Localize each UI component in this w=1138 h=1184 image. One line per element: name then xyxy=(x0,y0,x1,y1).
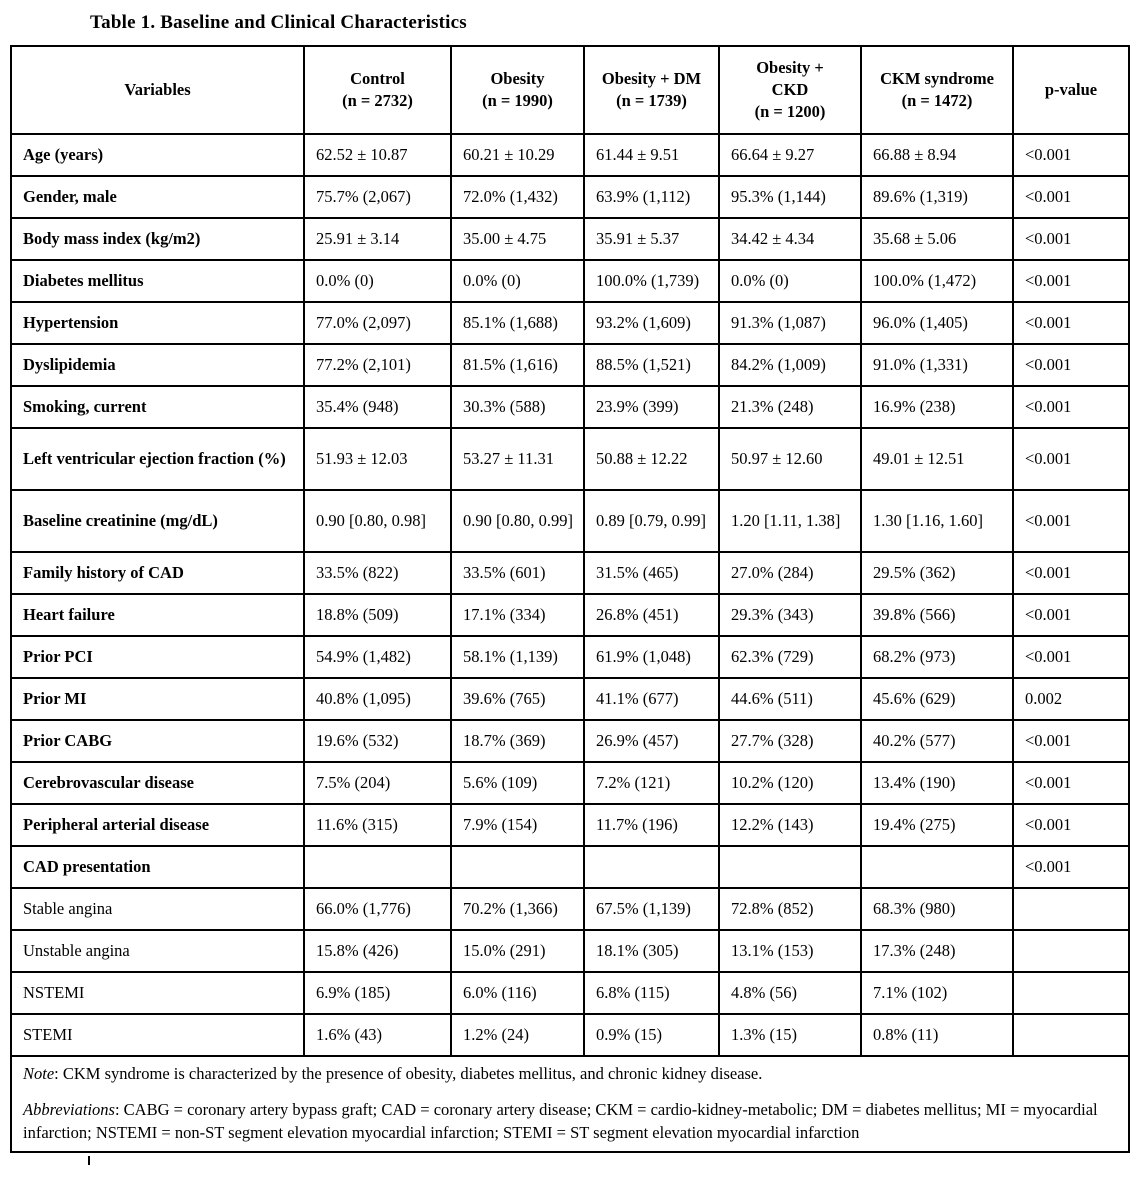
table-row xyxy=(11,930,1129,972)
value-cell: 30.3% (588) xyxy=(451,386,584,428)
table-row xyxy=(11,176,1129,218)
row-label: NSTEMI xyxy=(11,972,304,1014)
p-value-cell: 0.002 xyxy=(1013,678,1129,720)
value-cell: 77.2% (2,101) xyxy=(304,344,451,386)
text-cursor-mark xyxy=(88,1156,90,1165)
value-cell: 5.6% (109) xyxy=(451,762,584,804)
table-row xyxy=(11,1014,1129,1056)
value-cell: 96.0% (1,405) xyxy=(861,302,1013,344)
abbreviations-label: Abbreviations xyxy=(23,1100,115,1120)
value-cell: 15.0% (291) xyxy=(451,930,584,972)
value-cell: 84.2% (1,009) xyxy=(719,344,861,386)
value-cell: 39.8% (566) xyxy=(861,594,1013,636)
value-cell: 31.5% (465) xyxy=(584,552,719,594)
table-row xyxy=(11,636,1129,678)
value-cell: 1.2% (24) xyxy=(451,1014,584,1056)
value-cell: 66.64 ± 9.27 xyxy=(719,134,861,176)
value-cell: 11.6% (315) xyxy=(304,804,451,846)
value-cell: 45.6% (629) xyxy=(861,678,1013,720)
table-row xyxy=(11,678,1129,720)
row-label: Left ventricular ejection fraction (%) xyxy=(11,428,304,490)
value-cell: 6.9% (185) xyxy=(304,972,451,1014)
value-cell: 35.4% (948) xyxy=(304,386,451,428)
column-header-control xyxy=(304,46,451,134)
p-value-cell: <0.001 xyxy=(1013,636,1129,678)
footnote-cell xyxy=(11,1056,1129,1152)
table-title: Table 1. Baseline and Clinical Characteristics xyxy=(90,12,467,33)
value-cell: 44.6% (511) xyxy=(719,678,861,720)
value-cell: 75.7% (2,067) xyxy=(304,176,451,218)
value-cell: 100.0% (1,472) xyxy=(861,260,1013,302)
row-label: Family history of CAD xyxy=(11,552,304,594)
value-cell: 1.3% (15) xyxy=(719,1014,861,1056)
table-row xyxy=(11,888,1129,930)
p-value-cell xyxy=(1013,930,1129,972)
value-cell xyxy=(584,846,719,888)
p-value-cell: <0.001 xyxy=(1013,344,1129,386)
value-cell: 6.8% (115) xyxy=(584,972,719,1014)
value-cell: 91.3% (1,087) xyxy=(719,302,861,344)
value-cell: 49.01 ± 12.51 xyxy=(861,428,1013,490)
value-cell: 62.3% (729) xyxy=(719,636,861,678)
value-cell: 77.0% (2,097) xyxy=(304,302,451,344)
value-cell: 60.21 ± 10.29 xyxy=(451,134,584,176)
p-value-cell: <0.001 xyxy=(1013,260,1129,302)
value-cell: 27.7% (328) xyxy=(719,720,861,762)
column-header-variables xyxy=(11,46,304,134)
value-cell: 27.0% (284) xyxy=(719,552,861,594)
value-cell: 12.2% (143) xyxy=(719,804,861,846)
row-label: Age (years) xyxy=(11,134,304,176)
value-cell: 7.5% (204) xyxy=(304,762,451,804)
row-label: Prior CABG xyxy=(11,720,304,762)
value-cell: 68.3% (980) xyxy=(861,888,1013,930)
header-row xyxy=(11,46,1129,134)
value-cell: 54.9% (1,482) xyxy=(304,636,451,678)
value-cell: 35.68 ± 5.06 xyxy=(861,218,1013,260)
abbreviations-paragraph xyxy=(23,1098,1122,1144)
value-cell: 0.90 [0.80, 0.99] xyxy=(451,490,584,552)
value-cell: 40.2% (577) xyxy=(861,720,1013,762)
value-cell: 70.2% (1,366) xyxy=(451,888,584,930)
value-cell: 19.4% (275) xyxy=(861,804,1013,846)
value-cell: 93.2% (1,609) xyxy=(584,302,719,344)
p-value-cell: <0.001 xyxy=(1013,490,1129,552)
value-cell: 1.20 [1.11, 1.38] xyxy=(719,490,861,552)
table-row xyxy=(11,594,1129,636)
header-line: Obesity xyxy=(490,68,545,88)
value-cell: 7.2% (121) xyxy=(584,762,719,804)
value-cell: 21.3% (248) xyxy=(719,386,861,428)
p-value-cell: <0.001 xyxy=(1013,762,1129,804)
value-cell xyxy=(304,846,451,888)
header-line: (n = 1472) xyxy=(901,91,973,110)
value-cell: 33.5% (601) xyxy=(451,552,584,594)
column-header-obesity-dm xyxy=(584,46,719,134)
value-cell: 26.8% (451) xyxy=(584,594,719,636)
header-line: Variables xyxy=(124,79,191,99)
value-cell: 29.3% (343) xyxy=(719,594,861,636)
value-cell: 16.9% (238) xyxy=(861,386,1013,428)
header-line: (n = 1739) xyxy=(616,91,687,110)
value-cell: 50.88 ± 12.22 xyxy=(584,428,719,490)
value-cell: 29.5% (362) xyxy=(861,552,1013,594)
table-row xyxy=(11,972,1129,1014)
note-paragraph xyxy=(23,1062,1122,1085)
value-cell: 95.3% (1,144) xyxy=(719,176,861,218)
p-value-cell: <0.001 xyxy=(1013,594,1129,636)
row-label: Hypertension xyxy=(11,302,304,344)
value-cell: 7.9% (154) xyxy=(451,804,584,846)
p-value-cell: <0.001 xyxy=(1013,804,1129,846)
value-cell: 81.5% (1,616) xyxy=(451,344,584,386)
value-cell: 39.6% (765) xyxy=(451,678,584,720)
value-cell: 72.8% (852) xyxy=(719,888,861,930)
value-cell: 13.4% (190) xyxy=(861,762,1013,804)
p-value-cell: <0.001 xyxy=(1013,218,1129,260)
value-cell: 58.1% (1,139) xyxy=(451,636,584,678)
p-value-cell: <0.001 xyxy=(1013,552,1129,594)
baseline-characteristics-table xyxy=(10,45,1130,1153)
p-value-cell: <0.001 xyxy=(1013,386,1129,428)
table-row xyxy=(11,344,1129,386)
value-cell: 11.7% (196) xyxy=(584,804,719,846)
row-label: Heart failure xyxy=(11,594,304,636)
row-label: Prior PCI xyxy=(11,636,304,678)
value-cell: 25.91 ± 3.14 xyxy=(304,218,451,260)
header-line: p-value xyxy=(1044,79,1098,99)
abbreviations-text: : CABG = coronary artery bypass graft; CAD = coronary artery disease; CKM = cardio-kidney-metabolic; DM = diabetes mellitus; MI = myocardial infarction; NSTEMI = non-ST segment elevation myocardial infarction; STEMI = ST segment elevation myocardial infarction xyxy=(23,1100,1098,1143)
value-cell: 63.9% (1,112) xyxy=(584,176,719,218)
row-label: Diabetes mellitus xyxy=(11,260,304,302)
value-cell xyxy=(861,846,1013,888)
row-label: Prior MI xyxy=(11,678,304,720)
table-body xyxy=(11,134,1129,1056)
header-line: Obesity + xyxy=(756,57,824,77)
p-value-cell xyxy=(1013,888,1129,930)
table-row xyxy=(11,260,1129,302)
value-cell: 6.0% (116) xyxy=(451,972,584,1014)
note-label: Note xyxy=(23,1064,55,1083)
value-cell: 34.42 ± 4.34 xyxy=(719,218,861,260)
value-cell: 89.6% (1,319) xyxy=(861,176,1013,218)
value-cell: 51.93 ± 12.03 xyxy=(304,428,451,490)
value-cell: 0.0% (0) xyxy=(719,260,861,302)
row-label: Dyslipidemia xyxy=(11,344,304,386)
value-cell: 4.8% (56) xyxy=(719,972,861,1014)
p-value-cell xyxy=(1013,972,1129,1014)
header-line: Obesity + DM xyxy=(601,68,702,88)
value-cell: 17.1% (334) xyxy=(451,594,584,636)
table-row xyxy=(11,552,1129,594)
value-cell: 23.9% (399) xyxy=(584,386,719,428)
value-cell: 62.52 ± 10.87 xyxy=(304,134,451,176)
value-cell: 18.7% (369) xyxy=(451,720,584,762)
table-row xyxy=(11,386,1129,428)
value-cell: 61.9% (1,048) xyxy=(584,636,719,678)
column-header-obesity-ckd xyxy=(719,46,861,134)
value-cell: 53.27 ± 11.31 xyxy=(451,428,584,490)
table-row xyxy=(11,846,1129,888)
value-cell: 85.1% (1,688) xyxy=(451,302,584,344)
p-value-cell: <0.001 xyxy=(1013,134,1129,176)
value-cell: 15.8% (426) xyxy=(304,930,451,972)
row-label: Baseline creatinine (mg/dL) xyxy=(11,490,304,552)
value-cell: 10.2% (120) xyxy=(719,762,861,804)
row-label: Gender, male xyxy=(11,176,304,218)
value-cell: 0.90 [0.80, 0.98] xyxy=(304,490,451,552)
table-row xyxy=(11,302,1129,344)
value-cell: 66.88 ± 8.94 xyxy=(861,134,1013,176)
value-cell: 0.89 [0.79, 0.99] xyxy=(584,490,719,552)
value-cell: 13.1% (153) xyxy=(719,930,861,972)
value-cell xyxy=(719,846,861,888)
value-cell: 68.2% (973) xyxy=(861,636,1013,678)
value-cell: 50.97 ± 12.60 xyxy=(719,428,861,490)
value-cell: 0.8% (11) xyxy=(861,1014,1013,1056)
value-cell: 0.0% (0) xyxy=(451,260,584,302)
value-cell: 41.1% (677) xyxy=(584,678,719,720)
header-line: (n = 2732) xyxy=(342,91,413,110)
row-label: Peripheral arterial disease xyxy=(11,804,304,846)
header-line: (n = 1200) xyxy=(754,102,826,122)
row-label: Cerebrovascular disease xyxy=(11,762,304,804)
value-cell: 88.5% (1,521) xyxy=(584,344,719,386)
note-text: : CKM syndrome is characterized by the presence of obesity, diabetes mellitus, and chronic kidney disease. xyxy=(54,1064,763,1083)
p-value-cell xyxy=(1013,1014,1129,1056)
value-cell: 0.9% (15) xyxy=(584,1014,719,1056)
value-cell: 67.5% (1,139) xyxy=(584,888,719,930)
value-cell: 26.9% (457) xyxy=(584,720,719,762)
row-label: Smoking, current xyxy=(11,386,304,428)
row-label: STEMI xyxy=(11,1014,304,1056)
table-row xyxy=(11,762,1129,804)
value-cell: 18.8% (509) xyxy=(304,594,451,636)
value-cell: 33.5% (822) xyxy=(304,552,451,594)
table-row xyxy=(11,804,1129,846)
value-cell xyxy=(451,846,584,888)
value-cell: 91.0% (1,331) xyxy=(861,344,1013,386)
table-row xyxy=(11,720,1129,762)
header-line: CKD xyxy=(771,79,809,99)
row-label: Unstable angina xyxy=(11,930,304,972)
table-row xyxy=(11,428,1129,490)
column-header-obesity xyxy=(451,46,584,134)
p-value-cell: <0.001 xyxy=(1013,428,1129,490)
footnote-row xyxy=(11,1056,1129,1152)
value-cell: 100.0% (1,739) xyxy=(584,260,719,302)
column-header-ckm-syndrome xyxy=(861,46,1013,134)
p-value-cell: <0.001 xyxy=(1013,302,1129,344)
value-cell: 40.8% (1,095) xyxy=(304,678,451,720)
header-line: Control xyxy=(350,68,405,88)
row-label: Body mass index (kg/m2) xyxy=(11,218,304,260)
value-cell: 35.91 ± 5.37 xyxy=(584,218,719,260)
header-line: CKM syndrome xyxy=(880,68,994,88)
value-cell: 35.00 ± 4.75 xyxy=(451,218,584,260)
p-value-cell: <0.001 xyxy=(1013,720,1129,762)
row-label: CAD presentation xyxy=(11,846,304,888)
value-cell: 72.0% (1,432) xyxy=(451,176,584,218)
p-value-cell: <0.001 xyxy=(1013,846,1129,888)
header-line: (n = 1990) xyxy=(482,91,553,110)
table-row xyxy=(11,134,1129,176)
value-cell: 66.0% (1,776) xyxy=(304,888,451,930)
value-cell: 7.1% (102) xyxy=(861,972,1013,1014)
table-row xyxy=(11,218,1129,260)
value-cell: 19.6% (532) xyxy=(304,720,451,762)
p-value-cell: <0.001 xyxy=(1013,176,1129,218)
value-cell: 18.1% (305) xyxy=(584,930,719,972)
table-row xyxy=(11,490,1129,552)
column-header-p-value xyxy=(1013,46,1129,134)
value-cell: 0.0% (0) xyxy=(304,260,451,302)
value-cell: 17.3% (248) xyxy=(861,930,1013,972)
value-cell: 1.30 [1.16, 1.60] xyxy=(861,490,1013,552)
value-cell: 1.6% (43) xyxy=(304,1014,451,1056)
value-cell: 61.44 ± 9.51 xyxy=(584,134,719,176)
row-label: Stable angina xyxy=(11,888,304,930)
